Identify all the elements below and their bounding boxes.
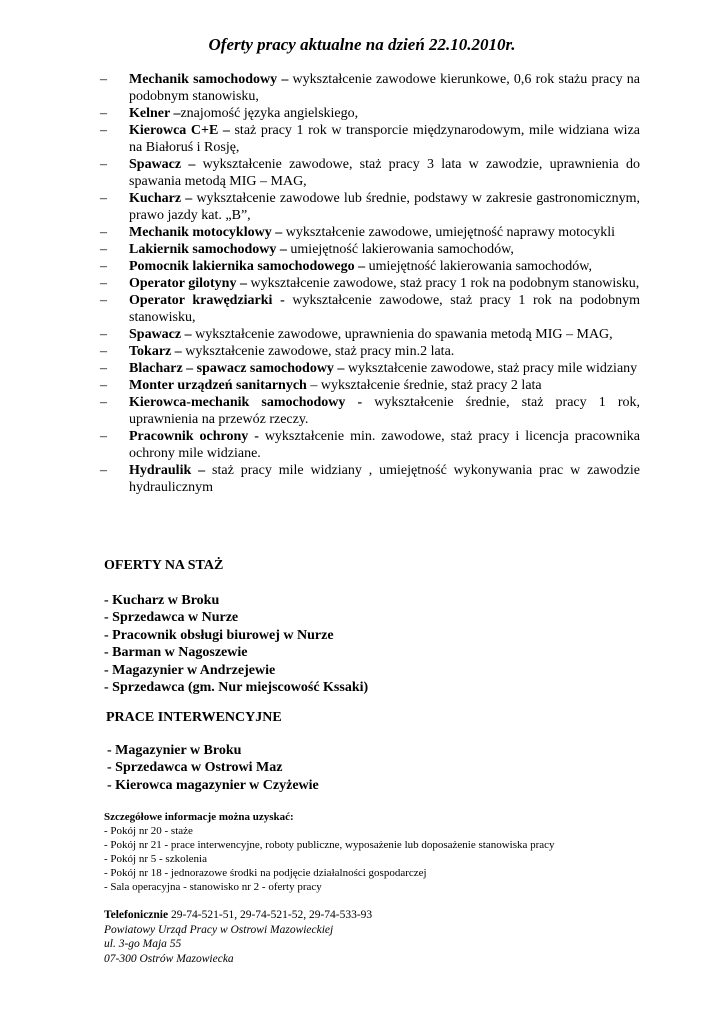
list-dash: – <box>100 361 107 376</box>
job-offer-item <box>100 377 640 394</box>
job-requirements: wykształcenie min. zawodowe, staż pracy i licencja pracownika ochrony mile widziane. <box>129 429 640 461</box>
job-requirements: – wykształcenie średnie, staż pracy 2 lata <box>306 378 542 393</box>
list-dash: – <box>100 276 107 291</box>
job-title: Spawacz – <box>129 157 196 172</box>
staz-list <box>104 592 368 696</box>
job-offers-list <box>100 71 640 496</box>
job-offer-item <box>100 462 640 496</box>
list-dash: – <box>100 225 107 240</box>
list-dash: – <box>100 395 107 410</box>
list-dash: – <box>100 191 107 206</box>
job-requirements: wykształcenie zawodowe, staż pracy 1 rok na podobnym stanowisku, <box>129 293 641 325</box>
job-title: Kucharz – <box>129 191 193 206</box>
job-offer-item <box>100 326 640 343</box>
interwencyjne-item: - Magazynier w Broku <box>107 743 242 758</box>
info-section <box>104 810 555 894</box>
job-offer-item <box>100 241 640 258</box>
list-dash: – <box>100 327 107 342</box>
job-requirements: staż pracy 1 rok w transporcie międzynarodowym, mile widziana wiza na Białoruś i Rosję, <box>129 123 640 155</box>
job-offer-item <box>100 275 640 292</box>
job-title: Kierowca C+E – <box>129 123 230 138</box>
list-dash: – <box>100 378 107 393</box>
job-title: Spawacz – <box>129 327 192 342</box>
interwencyjne-list <box>107 742 319 794</box>
job-title: Monter urządzeń sanitarnych <box>129 378 307 393</box>
job-requirements: wykształcenie zawodowe lub średnie, podstawy w zakresie gastronomicznym, prawo jazdy kat. „B”, <box>129 191 641 223</box>
staz-item: - Magazynier w Andrzejewie <box>104 662 276 678</box>
job-title: Hydraulik – <box>129 463 206 478</box>
job-requirements: wykształcenie zawodowe, umiejętność naprawy motocykli <box>282 225 615 240</box>
job-title: Operator krawędziarki - <box>129 293 285 308</box>
phone-numbers: 29-74-521-51, 29-74-521-52, 29-74-533-93 <box>168 909 373 921</box>
staz-heading: OFERTY NA STAŻ <box>104 558 224 573</box>
list-dash: – <box>100 72 107 87</box>
job-title: Kelner – <box>129 106 181 121</box>
job-requirements: wykształcenie zawodowe, staż pracy 1 rok na podobnym stanowisku, <box>246 276 640 291</box>
page-title: Oferty pracy aktualne na dzień 22.10.2010r. <box>208 35 516 54</box>
list-dash: – <box>100 429 107 444</box>
job-offer-item <box>100 428 640 462</box>
job-offer-item <box>100 156 640 190</box>
list-dash: – <box>100 106 107 121</box>
job-requirements: wykształcenie zawodowe, staż pracy min.2 lata. <box>181 344 455 359</box>
job-requirements: wykształcenie zawodowe, uprawnienia do spawania metodą MIG – MAG, <box>191 327 613 342</box>
list-dash: – <box>100 123 107 138</box>
info-line: - Pokój nr 20 - staże <box>104 825 193 837</box>
office-name: Powiatowy Urząd Pracy w Ostrowi Mazowieckiej <box>104 923 334 936</box>
list-dash: – <box>100 463 107 478</box>
job-title: Pracownik ochrony - <box>129 429 259 444</box>
contact-section <box>104 908 372 967</box>
job-requirements: staż pracy mile widziany , umiejętność wykonywania prac w zawodzie hydraulicznym <box>129 463 640 495</box>
job-requirements: wykształcenie zawodowe, staż pracy mile widziany <box>344 361 638 376</box>
phone-line <box>104 908 372 923</box>
job-offer-item <box>100 105 640 122</box>
info-line: - Pokój nr 21 - prace interwencyjne, roboty publiczne, wyposażenie lub doposażenie stanowiska pracy <box>104 839 555 851</box>
job-offer-item <box>100 258 640 275</box>
staz-item: - Barman w Nagoszewie <box>104 645 248 661</box>
job-offer-item <box>100 190 640 224</box>
job-requirements: umiejętność lakierowania samochodów, <box>365 259 592 274</box>
phone-label: Telefonicznie <box>104 909 169 921</box>
office-city: 07-300 Ostrów Mazowiecka <box>104 953 234 966</box>
staz-item: - Sprzedawca w Nurze <box>104 610 239 626</box>
job-title: Mechanik samochodowy – <box>129 72 289 87</box>
info-line: - Pokój nr 5 - szkolenia <box>104 853 207 865</box>
interwencyjne-item: - Kierowca magazynier w Czyżewie <box>107 777 319 793</box>
list-dash: – <box>100 293 107 308</box>
job-title: Mechanik motocyklowy – <box>129 225 283 240</box>
job-requirements: znajomość języka angielskiego, <box>180 106 359 121</box>
staz-item: - Sprzedawca (gm. Nur miejscowość Kssaki) <box>104 680 369 696</box>
job-title: Kierowca-mechanik samochodowy - <box>129 395 363 410</box>
list-dash: – <box>100 242 107 257</box>
job-title: Tokarz – <box>129 344 182 359</box>
job-offer-item <box>100 122 640 156</box>
info-heading: Szczegółowe informacje można uzyskać: <box>104 811 294 823</box>
staz-item: - Pracownik obsługi biurowej w Nurze <box>104 627 334 643</box>
job-title: Operator gilotyny – <box>129 276 247 291</box>
job-title: Blacharz – spawacz samochodowy – <box>129 361 345 376</box>
job-offer-item <box>100 394 640 428</box>
job-requirements: wykształcenie średnie, staż pracy 1 rok, uprawnienia na przewóz rzeczy. <box>129 395 640 427</box>
info-line: - Pokój nr 18 - jednorazowe środki na podjęcie działalności gospodarczej <box>104 867 427 879</box>
list-dash: – <box>100 344 107 359</box>
interwencyjne-heading: PRACE INTERWENCYJNE <box>106 710 282 725</box>
job-offer-item <box>100 292 640 326</box>
job-title: Lakiernik samochodowy – <box>129 242 287 257</box>
job-requirements: wykształcenie zawodowe, staż pracy 3 lata w zawodzie, uprawnienia do spawania metodą MIG – MAG, <box>129 157 640 189</box>
interwencyjne-item: - Sprzedawca w Ostrowi Maz <box>107 760 283 776</box>
job-offer-item <box>100 224 640 241</box>
office-street: ul. 3-go Maja 55 <box>104 938 182 951</box>
info-line: - Sala operacyjna - stanowisko nr 2 - oferty pracy <box>104 881 322 893</box>
job-title: Pomocnik lakiernika samochodowego – <box>129 259 366 274</box>
staz-item: - Kucharz w Broku <box>104 593 220 608</box>
job-requirements: umiejętność lakierowania samochodów, <box>286 242 514 257</box>
job-requirements: wykształcenie zawodowe kierunkowe, 0,6 rok stażu pracy na podobnym stanowisku, <box>129 72 640 104</box>
job-offer-item <box>100 343 640 360</box>
list-dash: – <box>100 157 107 172</box>
job-offer-item <box>100 71 640 105</box>
list-dash: – <box>100 259 107 274</box>
job-offer-item <box>100 360 640 377</box>
